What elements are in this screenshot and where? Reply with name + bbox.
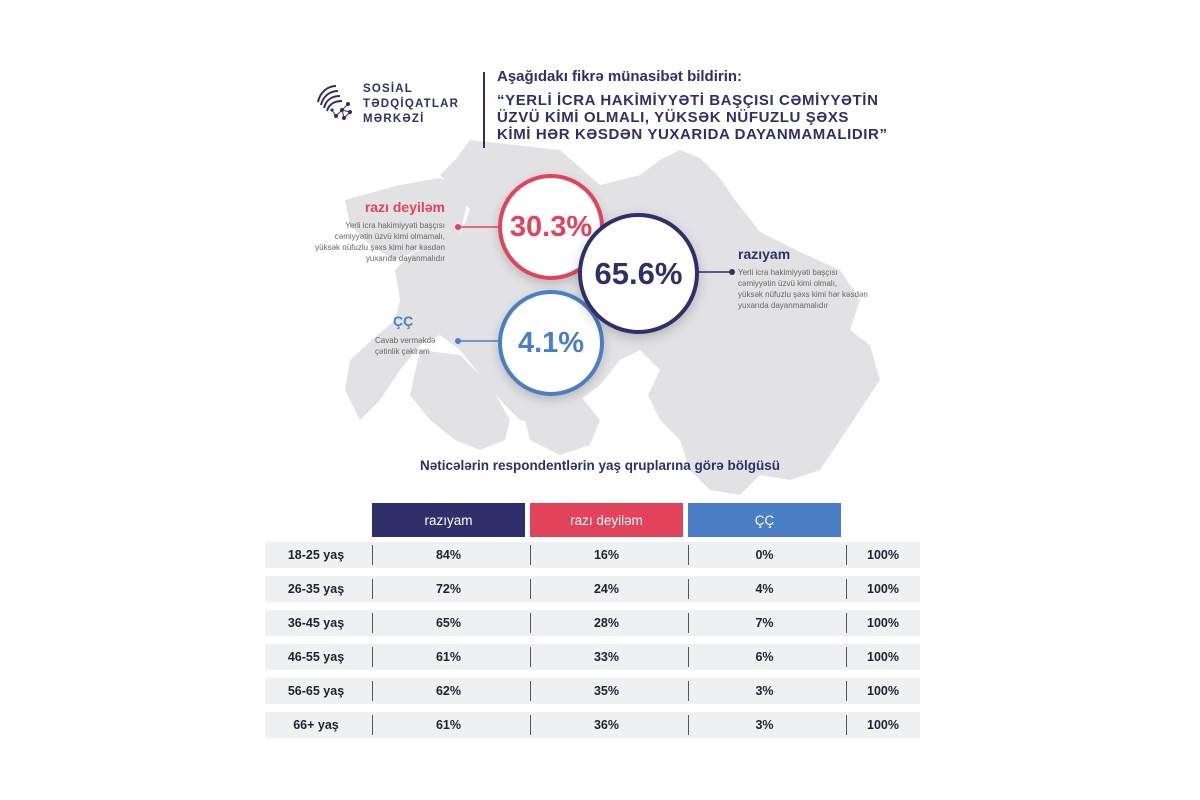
header-dk: ÇÇ: [688, 503, 841, 537]
dk-label: ÇÇ: [393, 313, 414, 329]
dk-desc-2: çətinlik çəkirəm: [375, 347, 430, 356]
dk-cell: 4%: [755, 582, 774, 596]
column-divider: [688, 579, 689, 599]
total-cell: 100%: [867, 548, 899, 562]
column-divider: [530, 647, 531, 667]
column-divider: [688, 613, 689, 633]
dk-cell: 6%: [755, 650, 774, 664]
header-disagree: razı deyiləm: [530, 503, 683, 537]
column-divider: [688, 681, 689, 701]
column-divider: [688, 647, 689, 667]
table-title: Nəticələrin respondentlərin yaş qruplarına görə bölgüsü: [419, 458, 781, 473]
logo-icon: [312, 78, 358, 124]
disagree-description: [315, 220, 445, 264]
dk-value: 4.1%: [517, 326, 585, 359]
column-divider: [530, 613, 531, 633]
agree-label: razıyam: [738, 246, 791, 262]
header-divider: [483, 72, 485, 148]
agree-cell: 65%: [435, 616, 462, 630]
agree-cell: 62%: [435, 684, 462, 698]
agree-value: 65.6%: [594, 255, 683, 291]
disagree-cell: 35%: [593, 684, 620, 698]
column-divider: [846, 647, 847, 667]
organization-name: [363, 82, 459, 127]
column-divider: [530, 715, 531, 735]
question-subtitle: Aşağıdakı fikrə münasibət bildirin:: [497, 68, 743, 85]
question-quote: [497, 92, 888, 143]
column-divider: [530, 681, 531, 701]
org-line-3: MƏRKƏZİ: [363, 113, 425, 125]
dk-cell: 3%: [755, 684, 774, 698]
dk-cell: 7%: [755, 616, 774, 630]
org-line-2: TƏDQİQATLAR: [363, 98, 460, 110]
quote-line-3: KİMİ HƏR KƏSDƏN YUXARIDA DAYANMAMALIDIR”: [497, 126, 888, 143]
org-line-1: SOSİAL: [363, 83, 414, 95]
disagree-value: 30.3%: [509, 210, 593, 243]
map-south: [520, 395, 600, 455]
column-divider: [372, 715, 373, 735]
agree-desc-2: cəmiyyətin üzvü kimi olmalı,: [738, 279, 838, 288]
total-cell: 100%: [867, 582, 899, 596]
dk-cell: 0%: [755, 548, 774, 562]
quote-line-1: “YERLİ İCRA HAKİMİYYƏTİ BAŞÇISI CƏMİYYƏTİN: [497, 92, 879, 109]
age-group-label: 36-45 yaş: [287, 616, 345, 630]
total-cell: 100%: [867, 616, 899, 630]
column-divider: [688, 545, 689, 565]
agree-desc-1: Yerli icra hakimiyyəti başçısı: [738, 268, 838, 277]
column-divider: [372, 647, 373, 667]
column-divider: [846, 545, 847, 565]
agree-cell: 84%: [435, 548, 462, 562]
column-divider: [372, 545, 373, 565]
column-divider: [846, 579, 847, 599]
disagree-desc-1: Yerli icra hakimiyyəti başçısı: [345, 221, 445, 230]
total-cell: 100%: [867, 650, 899, 664]
column-divider: [372, 613, 373, 633]
disagree-desc-4: yuxarıda dayanmalıdır: [365, 254, 445, 263]
quote-line-2: ÜZVÜ KİMİ OLMALI, YÜKSƏK NÜFUZLU ŞƏXS: [497, 109, 850, 126]
column-divider: [846, 613, 847, 633]
total-cell: 100%: [867, 684, 899, 698]
column-divider: [688, 715, 689, 735]
column-divider: [372, 681, 373, 701]
agree-cell: 61%: [435, 650, 462, 664]
disagree-cell: 24%: [593, 582, 620, 596]
column-divider: [530, 579, 531, 599]
disagree-cell: 33%: [593, 650, 620, 664]
header-agree: razıyam: [372, 503, 525, 537]
age-group-label: 66+ yaş: [293, 718, 339, 732]
disagree-cell: 16%: [593, 548, 620, 562]
age-group-label: 46-55 yaş: [287, 650, 345, 664]
agree-desc-3: yüksək nüfuzlu şəxs kimi hər kəsdən: [738, 290, 868, 299]
agree-cell: 61%: [435, 718, 462, 732]
agree-cell: 72%: [435, 582, 462, 596]
disagree-cell: 28%: [593, 616, 620, 630]
column-divider: [530, 545, 531, 565]
dk-cell: 3%: [755, 718, 774, 732]
agree-description: [738, 267, 868, 311]
disagree-label: razı deyiləm: [364, 199, 445, 215]
dk-desc-1: Cavab verməkdə: [375, 336, 436, 345]
age-group-label: 18-25 yaş: [287, 548, 345, 562]
dk-description: [375, 335, 435, 357]
agree-circle: [578, 213, 699, 334]
agree-desc-4: yuxarıda dayanmamalıdır: [738, 301, 829, 310]
column-divider: [372, 579, 373, 599]
column-divider: [846, 715, 847, 735]
column-divider: [846, 681, 847, 701]
age-group-label: 56-65 yaş: [287, 684, 345, 698]
disagree-cell: 36%: [593, 718, 620, 732]
disagree-desc-2: cəmiyyətin üzvü kimi olmamalı,: [334, 232, 445, 241]
disagree-desc-3: yüksək nüfuzlu şəxs kimi hər kəsdən: [315, 243, 445, 252]
total-cell: 100%: [867, 718, 899, 732]
age-group-label: 26-35 yaş: [287, 582, 345, 596]
